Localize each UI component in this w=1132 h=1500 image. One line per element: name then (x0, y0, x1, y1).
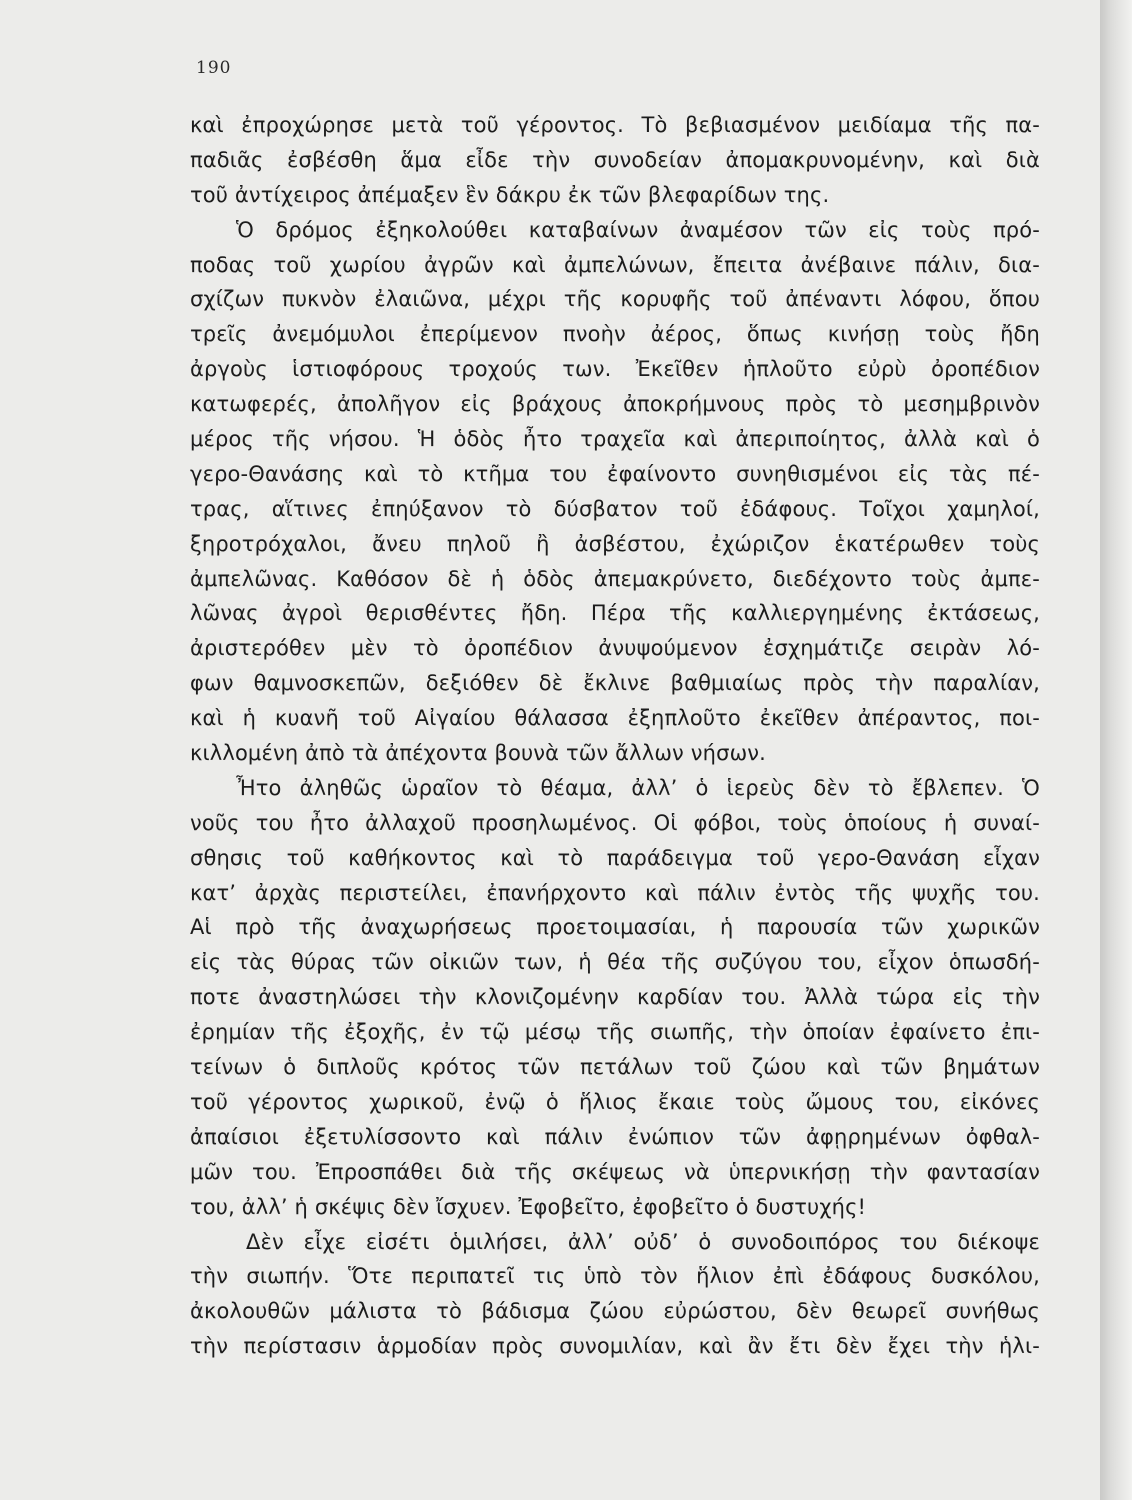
text-line: Αἱ πρὸ τῆς ἀναχωρήσεως προετοιμασίαι, ἡ παρουσία τῶν χωρικῶν (190, 915, 1040, 940)
text-line: ξηροτρόχαλοι, ἄνευ πηλοῦ ἢ ἀσβέστου, ἐχώριζον ἑκατέρωθεν τοὺς (190, 531, 1040, 556)
text-line: τοῦ ἀντίχειρος ἀπέμαξεν ἓν δάκρυ ἐκ τῶν βλεφαρίδων της. (190, 182, 830, 207)
text-line: παδιᾶς ἐσβέσθη ἅμα εἶδε τὴν συνοδείαν ἀπομακρυνομένην, καὶ διὰ (190, 147, 1040, 172)
text-line: εἰς τὰς θύρας τῶν οἰκιῶν των, ἡ θέα τῆς συζύγου του, εἶχον ὁπωσδή- (190, 950, 1040, 975)
text-line: λῶνας ἀγροὶ θερισθέντες ἤδη. Πέρα τῆς καλλιεργημένης ἐκτάσεως, (190, 601, 1040, 626)
text-line: κατωφερές, ἀπολῆγον εἰς βράχους ἀποκρήμνους πρὸς τὸ μεσημβρινὸν (190, 392, 1040, 417)
text-line: μέρος τῆς νήσου. Ἡ ὁδὸς ἦτο τραχεῖα καὶ ἀπεριποίητος, ἀλλὰ καὶ ὁ (190, 427, 1040, 452)
text-line: τὴν σιωπήν. Ὅτε περιπατεῖ τις ὑπὸ τὸν ἥλιον ἐπὶ ἐδάφους δυσκόλου, (190, 1264, 1040, 1289)
text-line: Δὲν εἶχε εἰσέτι ὁμιλήσει, ἀλλ’ οὐδ’ ὁ συνοδοιπόρος του διέκοψε (246, 1229, 1040, 1254)
text-line: ἐρημίαν τῆς ἐξοχῆς, ἐν τῷ μέσῳ τῆς σιωπῆς, τὴν ὁποίαν ἐφαίνετο ἐπι- (190, 1020, 1040, 1045)
text-line: τρεῖς ἀνεμόμυλοι ἐπερίμενον πνοὴν ἀέρος, ὅπως κινήσῃ τοὺς ἤδη (190, 322, 1040, 347)
text-line: ἀριστερόθεν μὲν τὸ ὀροπέδιον ἀνυψούμενον ἐσχημάτιζε σειρὰν λό- (190, 636, 1040, 661)
text-line: ἀργοὺς ἱστιοφόρους τροχούς των. Ἐκεῖθεν ἡπλοῦτο εὐρὺ ὀροπέδιον (190, 357, 1040, 382)
text-line: καὶ ἡ κυανῆ τοῦ Αἰγαίου θάλασσα ἐξηπλοῦτο ἐκεῖθεν ἀπέραντος, ποι- (190, 706, 1040, 731)
text-line: μῶν του. Ἐπροσπάθει διὰ τῆς σκέψεως νὰ ὑπερνικήσῃ τὴν φαντασίαν (190, 1159, 1040, 1184)
text-line: φων θαμνοσκεπῶν, δεξιόθεν δὲ ἔκλινε βαθμιαίως πρὸς τὴν παραλίαν, (190, 671, 1040, 696)
text-line: τείνων ὁ διπλοῦς κρότος τῶν πετάλων τοῦ ζώου καὶ τῶν βημάτων (190, 1055, 1040, 1080)
text-line: ποδας τοῦ χωρίου ἀγρῶν καὶ ἀμπελώνων, ἔπειτα ἀνέβαινε πάλιν, δια- (190, 252, 1040, 277)
text-line: σχίζων πυκνὸν ἐλαιῶνα, μέχρι τῆς κορυφῆς τοῦ ἀπέναντι λόφου, ὅπου (190, 287, 1040, 312)
page-number: 190 (196, 58, 232, 78)
page-edge-shadow (1100, 0, 1132, 1500)
text-line: κατ’ ἀρχὰς περιστείλει, ἐπανήρχοντο καὶ πάλιν ἐντὸς τῆς ψυχῆς του. (190, 880, 1040, 905)
body-text (190, 108, 1040, 1364)
text-line: Ἦτο ἀληθῶς ὡραῖον τὸ θέαμα, ἀλλ’ ὁ ἱερεὺς δὲν τὸ ἔβλεπεν. Ὁ (236, 775, 1040, 800)
text-line: σθησις τοῦ καθήκοντος καὶ τὸ παράδειγμα τοῦ γερο-Θανάση εἶχαν (190, 845, 1040, 870)
text-line: καὶ ἐπροχώρησε μετὰ τοῦ γέροντος. Τὸ βεβιασμένον μειδίαμα τῆς πα- (190, 113, 1040, 137)
text-line: κιλλομένη ἀπὸ τὰ ἀπέχοντα βουνὰ τῶν ἄλλων νήσων. (190, 741, 767, 766)
text-line: ἀκολουθῶν μάλιστα τὸ βάδισμα ζώου εὐρώστου, δὲν θεωρεῖ συνήθως (190, 1299, 1040, 1324)
text-line: ἀπαίσιοι ἐξετυλίσσοντο καὶ πάλιν ἐνώπιον τῶν ἀφῃρημένων ὀφθαλ- (190, 1124, 1040, 1149)
text-line: νοῦς του ἦτο ἀλλαχοῦ προσηλωμένος. Οἱ φόβοι, τοὺς ὁποίους ἡ συναί- (190, 810, 1040, 835)
text-line: του, ἀλλ’ ἡ σκέψις δὲν ἴσχυεν. Ἐφοβεῖτο, ἐφοβεῖτο ὁ δυστυχής! (190, 1194, 867, 1219)
text-line: Ὁ δρόμος ἐξηκολούθει καταβαίνων ἀναμέσον τῶν εἰς τοὺς πρό- (236, 217, 1040, 242)
text-line: τὴν περίστασιν ἁρμοδίαν πρὸς συνομιλίαν, καὶ ἂν ἔτι δὲν ἔχει τὴν ἡλι- (190, 1334, 1040, 1359)
text-line: ποτε ἀναστηλώσει τὴν κλονιζομένην καρδίαν του. Ἀλλὰ τώρα εἰς τὴν (190, 985, 1040, 1010)
text-line: ἀμπελῶνας. Καθόσον δὲ ἡ ὁδὸς ἀπεμακρύνετο, διεδέχοντο τοὺς ἀμπε- (190, 566, 1040, 591)
text-line: γερο-Θανάσης καὶ τὸ κτῆμα του ἐφαίνοντο συνηθισμένοι εἰς τὰς πέ- (190, 461, 1040, 486)
text-line: τοῦ γέροντος χωρικοῦ, ἐνῷ ὁ ἥλιος ἔκαιε τοὺς ὤμους του, εἰκόνες (190, 1089, 1040, 1114)
text-line: τρας, αἵτινες ἐπηύξανον τὸ δύσβατον τοῦ ἐδάφους. Τοῖχοι χαμηλοί, (190, 496, 1040, 521)
